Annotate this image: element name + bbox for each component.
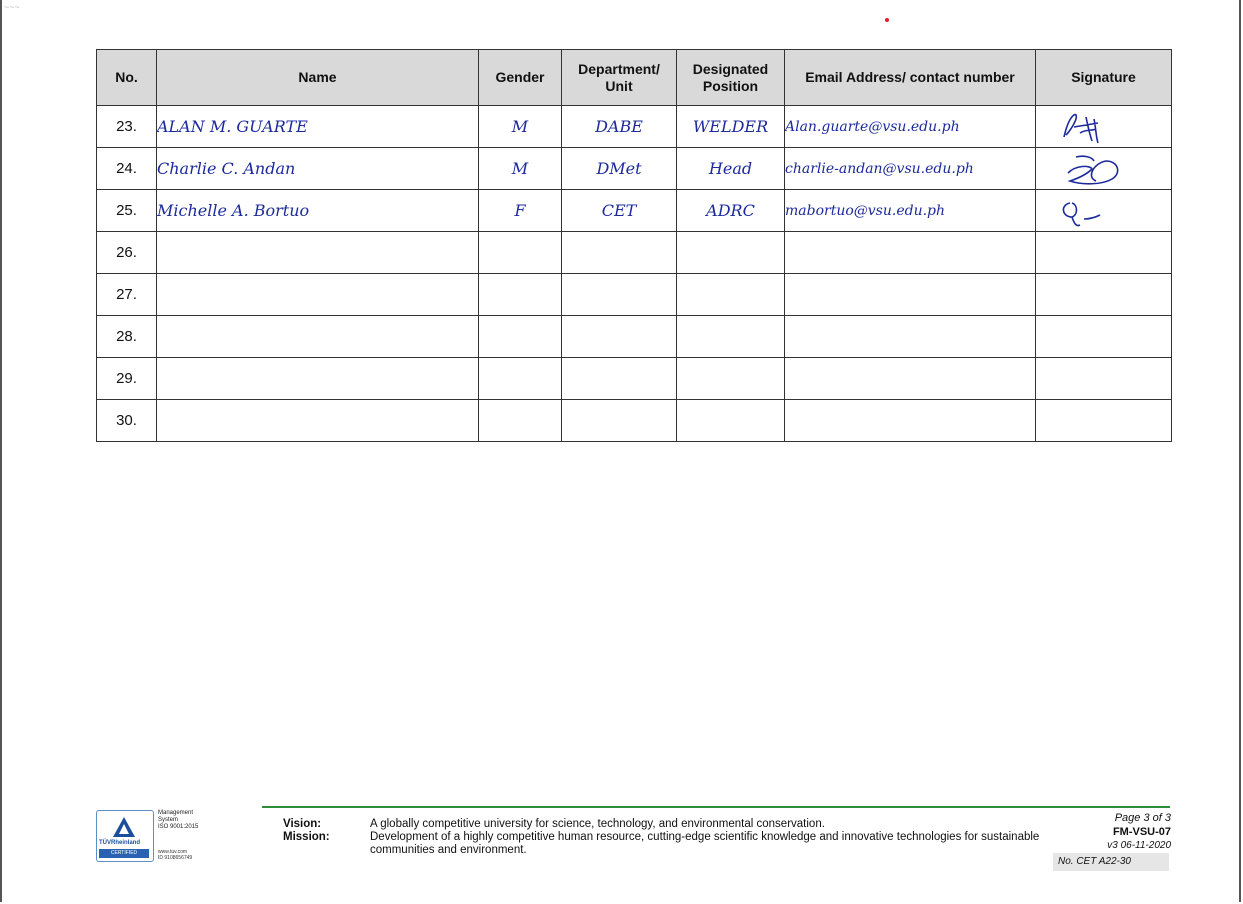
position-cell: Head <box>677 148 785 190</box>
table-row <box>97 358 1172 400</box>
vision-text: A globally competitive university for science, technology, and environmental conservation. <box>370 818 825 830</box>
table-header-row <box>97 50 1172 106</box>
header-name: Name <box>157 50 479 106</box>
department-cell: CET <box>562 190 677 232</box>
email-cell <box>785 400 1036 442</box>
form-meta <box>1107 812 1171 852</box>
signature-cell <box>1036 358 1172 400</box>
table-row <box>97 148 1172 190</box>
position-cell: ADRC <box>677 190 785 232</box>
mission-label: Mission: <box>283 831 330 843</box>
department-cell: DMet <box>562 148 677 190</box>
table-row <box>97 232 1172 274</box>
department-cell <box>562 358 677 400</box>
row-number: 23. <box>97 106 157 148</box>
tuv-certification-logo <box>96 810 154 862</box>
department-cell <box>562 232 677 274</box>
row-number: 24. <box>97 148 157 190</box>
signature-cell <box>1036 400 1172 442</box>
row-number: 28. <box>97 316 157 358</box>
table-row <box>97 190 1172 232</box>
name-cell: Michelle A. Bortuo <box>157 190 479 232</box>
position-cell <box>677 274 785 316</box>
gender-cell <box>479 232 562 274</box>
name-cell <box>157 232 479 274</box>
cert-url: www.tuv.com <box>158 849 188 855</box>
gender-cell: F <box>479 190 562 232</box>
gender-cell <box>479 316 562 358</box>
red-mark <box>885 18 889 22</box>
department-cell <box>562 316 677 358</box>
gender-cell: M <box>479 148 562 190</box>
header-department-line2: Unit <box>605 77 633 94</box>
handwritten-signature <box>1046 109 1116 145</box>
header-position-line2: Position <box>702 77 759 94</box>
name-cell: Charlie C. Andan <box>157 148 479 190</box>
position-cell: WELDER <box>677 106 785 148</box>
header-signature: Signature <box>1036 50 1172 106</box>
mission-text: Development of a highly competitive human resource, cutting-edge scientific knowledge and innovative technologies for sustainable communities and environment. <box>370 831 1040 856</box>
signature-cell <box>1036 148 1172 190</box>
position-cell <box>677 316 785 358</box>
department-cell: DABE <box>562 106 677 148</box>
table-row <box>97 106 1172 148</box>
vision-label: Vision: <box>283 818 322 830</box>
cert-code <box>158 849 192 861</box>
table-row <box>97 400 1172 442</box>
email-cell <box>785 274 1036 316</box>
row-number: 30. <box>97 400 157 442</box>
scan-artifact: ~~~ <box>4 2 20 12</box>
gender-cell <box>479 274 562 316</box>
handwritten-signature <box>1046 193 1116 229</box>
position-cell <box>677 232 785 274</box>
cert-id: ID 9108656749 <box>158 855 193 861</box>
name-cell <box>157 274 479 316</box>
row-number: 26. <box>97 232 157 274</box>
control-number: No. CET A22-30 <box>1053 853 1169 871</box>
attendance-table <box>96 49 1172 442</box>
department-cell <box>562 400 677 442</box>
name-cell <box>157 358 479 400</box>
header-gender: Gender <box>479 50 562 106</box>
page-number: Page 3 of 3 <box>1114 812 1171 824</box>
cert-brand: TÜVRheinland <box>99 840 141 846</box>
cert-band: CERTIFIED <box>99 849 149 858</box>
handwritten-signature <box>1046 151 1136 191</box>
row-number: 29. <box>97 358 157 400</box>
row-number: 25. <box>97 190 157 232</box>
tuv-triangle-icon <box>112 816 136 838</box>
signature-cell <box>1036 190 1172 232</box>
header-department-line1: Department/ <box>578 60 660 77</box>
department-cell <box>562 274 677 316</box>
signature-cell <box>1036 274 1172 316</box>
name-cell: ALAN M. GUARTE <box>157 106 479 148</box>
position-cell <box>677 400 785 442</box>
row-number: 27. <box>97 274 157 316</box>
form-code: FM-VSU-07 <box>1112 826 1171 838</box>
gender-cell <box>479 400 562 442</box>
signature-cell <box>1036 106 1172 148</box>
header-email: Email Address/ contact number <box>785 50 1036 106</box>
signature-cell <box>1036 232 1172 274</box>
email-cell <box>785 316 1036 358</box>
email-cell: mabortuo@vsu.edu.ph <box>785 190 1036 232</box>
email-cell: Alan.guarte@vsu.edu.ph <box>785 106 1036 148</box>
header-department <box>562 50 677 106</box>
cert-system-line2: System <box>158 817 179 823</box>
header-no: No. <box>97 50 157 106</box>
name-cell <box>157 400 479 442</box>
name-cell <box>157 316 479 358</box>
form-version: v3 06-11-2020 <box>1107 840 1171 851</box>
header-position <box>677 50 785 106</box>
table-row <box>97 274 1172 316</box>
email-cell <box>785 232 1036 274</box>
table-row <box>97 316 1172 358</box>
email-cell: charlie-andan@vsu.edu.ph <box>785 148 1036 190</box>
cert-system-text <box>158 810 198 831</box>
cert-system-line3: ISO 9001:2015 <box>158 824 199 830</box>
gender-cell: M <box>479 106 562 148</box>
gender-cell <box>479 358 562 400</box>
header-position-line1: Designated <box>692 60 769 77</box>
email-cell <box>785 358 1036 400</box>
cert-system-line1: Management <box>158 810 194 816</box>
position-cell <box>677 358 785 400</box>
signature-cell <box>1036 316 1172 358</box>
footer-rule <box>262 806 1170 808</box>
